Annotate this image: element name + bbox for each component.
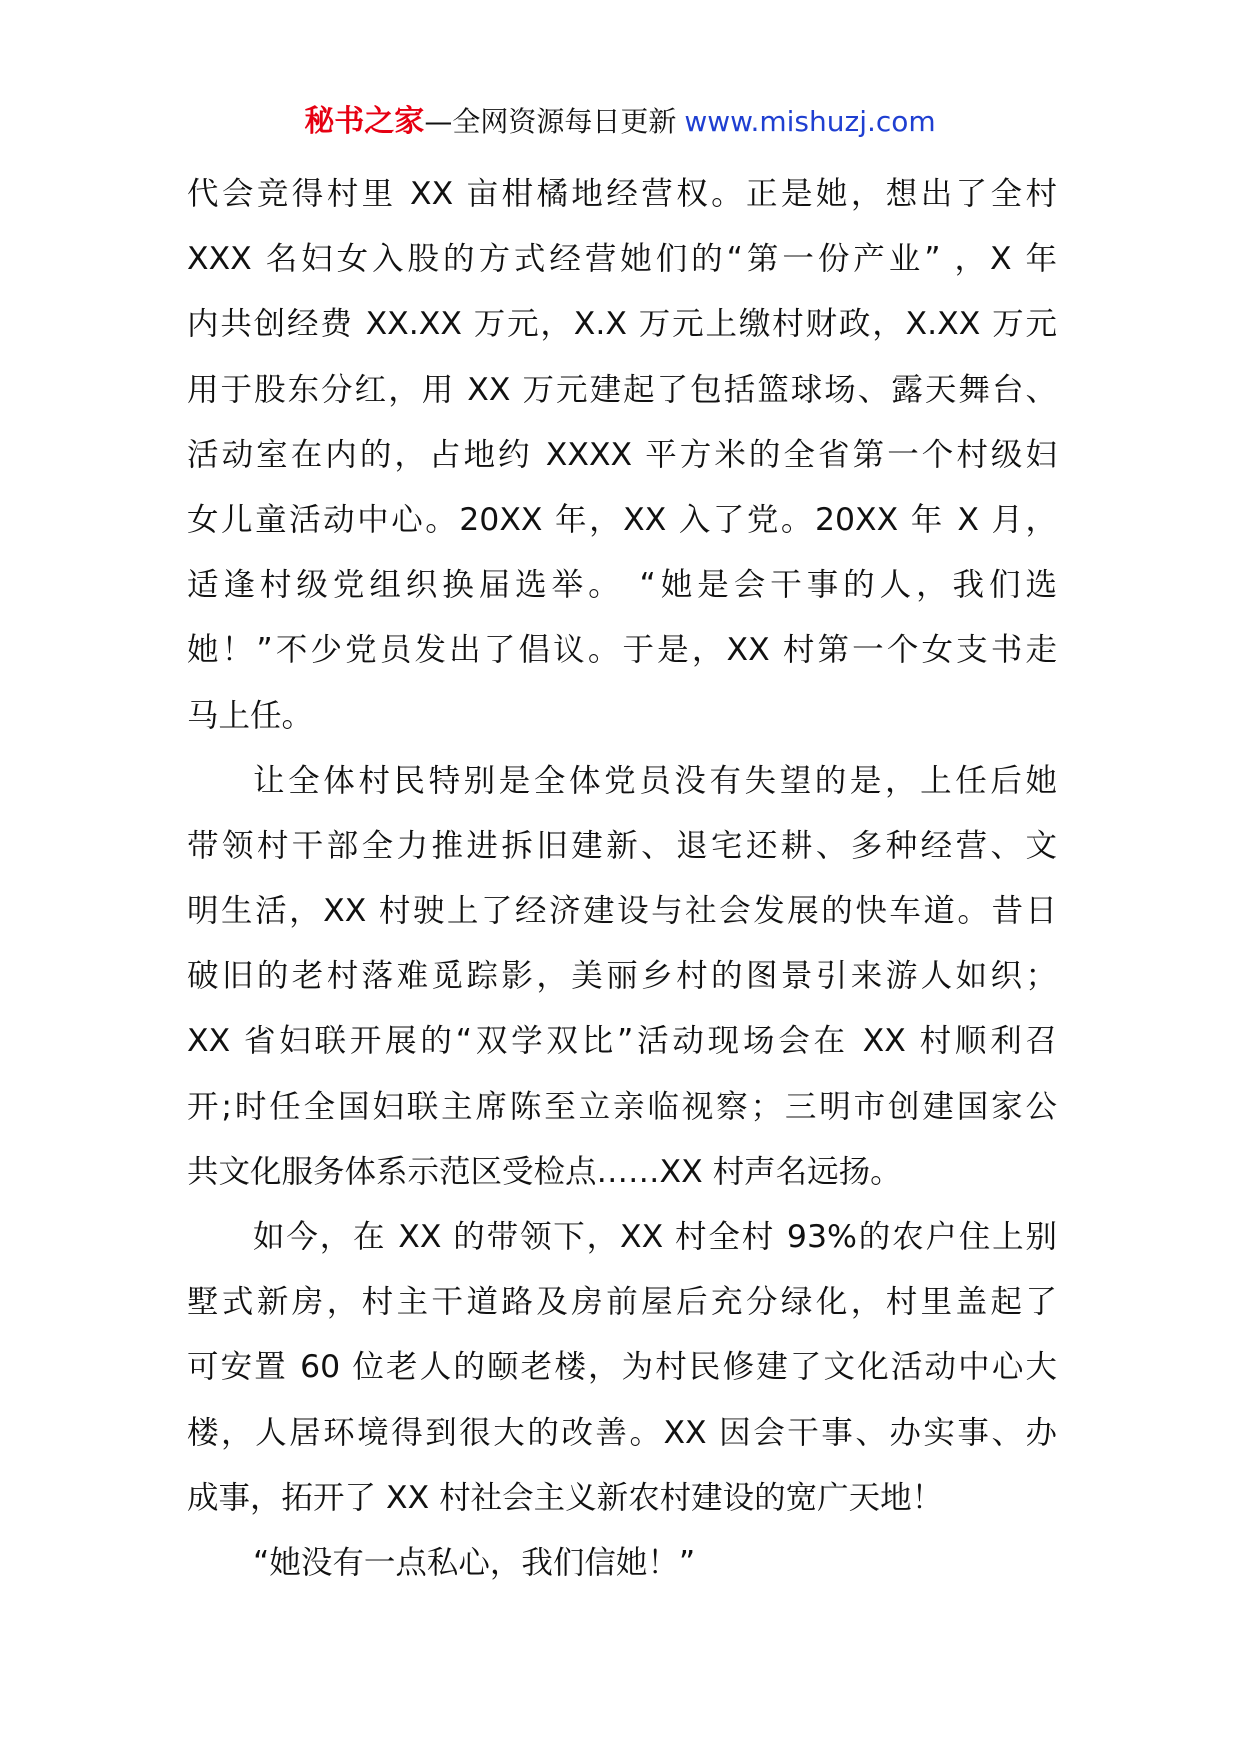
- text-line: 共文化服务体系示范区受检点……XX 村声名远扬。: [187, 1153, 902, 1190]
- text-line: 让全体村民特别是全体党员没有失望的是，上任后她: [253, 762, 1057, 799]
- text-line: 女儿童活动中心。20XX 年，XX 入了党。20XX 年 X 月，: [187, 501, 1057, 538]
- text-line: 适逢村级党组织换届选举。 “她是会干事的人，我们选: [187, 567, 1057, 604]
- text-line: 代会竞得村里 XX 亩柑橘地经营权。正是她，想出了全村: [187, 176, 1057, 212]
- text-line: XXX 名妇女入股的方式经营她们的“第一份产业” ，X 年: [187, 241, 1057, 278]
- text-line: 如今，在 XX 的带领下，XX 村全村 93%的农户住上别: [253, 1219, 1057, 1255]
- brand-name: 秘书之家: [304, 104, 425, 139]
- text-line: XX 省妇联开展的“双学双比”活动现场会在 XX 村顺利召: [187, 1023, 1057, 1060]
- text-line: 可安置 60 位老人的颐老楼，为村民修建了文化活动中心大: [187, 1349, 1057, 1386]
- text-line: 开;时任全国妇联主席陈至立亲临视察；三明市创建国家公: [187, 1088, 1057, 1125]
- text-line: 墅式新房，村主干道路及房前屋后充分绿化，村里盖起了: [187, 1284, 1057, 1321]
- text-line: 用于股东分红，用 XX 万元建起了包括篮球场、露天舞台、: [187, 371, 1057, 408]
- text-line: 内共创经费 XX.XX 万元，X.X 万元上缴村财政，X.XX 万元: [187, 306, 1057, 343]
- text-line: 带领村干部全力推进拆旧建新、退宅还耕、多种经营、文: [187, 827, 1057, 864]
- text-line: 成事，拓开了 XX 村社会主义新农村建设的宽广天地！: [187, 1479, 944, 1516]
- text-line: 马上任。: [187, 697, 314, 734]
- text-line: 她！”不少党员发出了倡议。于是，XX 村第一个女支书走: [187, 632, 1057, 669]
- page-header: [0, 102, 1240, 142]
- document-body: [187, 162, 1057, 1596]
- text-line: 活动室在内的，占地约 XXXX 平方米的全省第一个村级妇: [187, 436, 1057, 473]
- text-line: 楼，人居环境得到很大的改善。XX 因会干事、办实事、办: [187, 1414, 1057, 1451]
- text-line: 破旧的老村落难觅踪影，美丽乡村的图景引来游人如织；: [187, 958, 1057, 995]
- header-tagline: —全网资源每日更新: [424, 105, 677, 138]
- text-line: “她没有一点私心，我们信她！”: [253, 1544, 696, 1581]
- website-link[interactable]: www.mishuzj.com: [684, 105, 936, 138]
- text-line: 明生活，XX 村驶上了经济建设与社会发展的快车道。昔日: [187, 893, 1057, 930]
